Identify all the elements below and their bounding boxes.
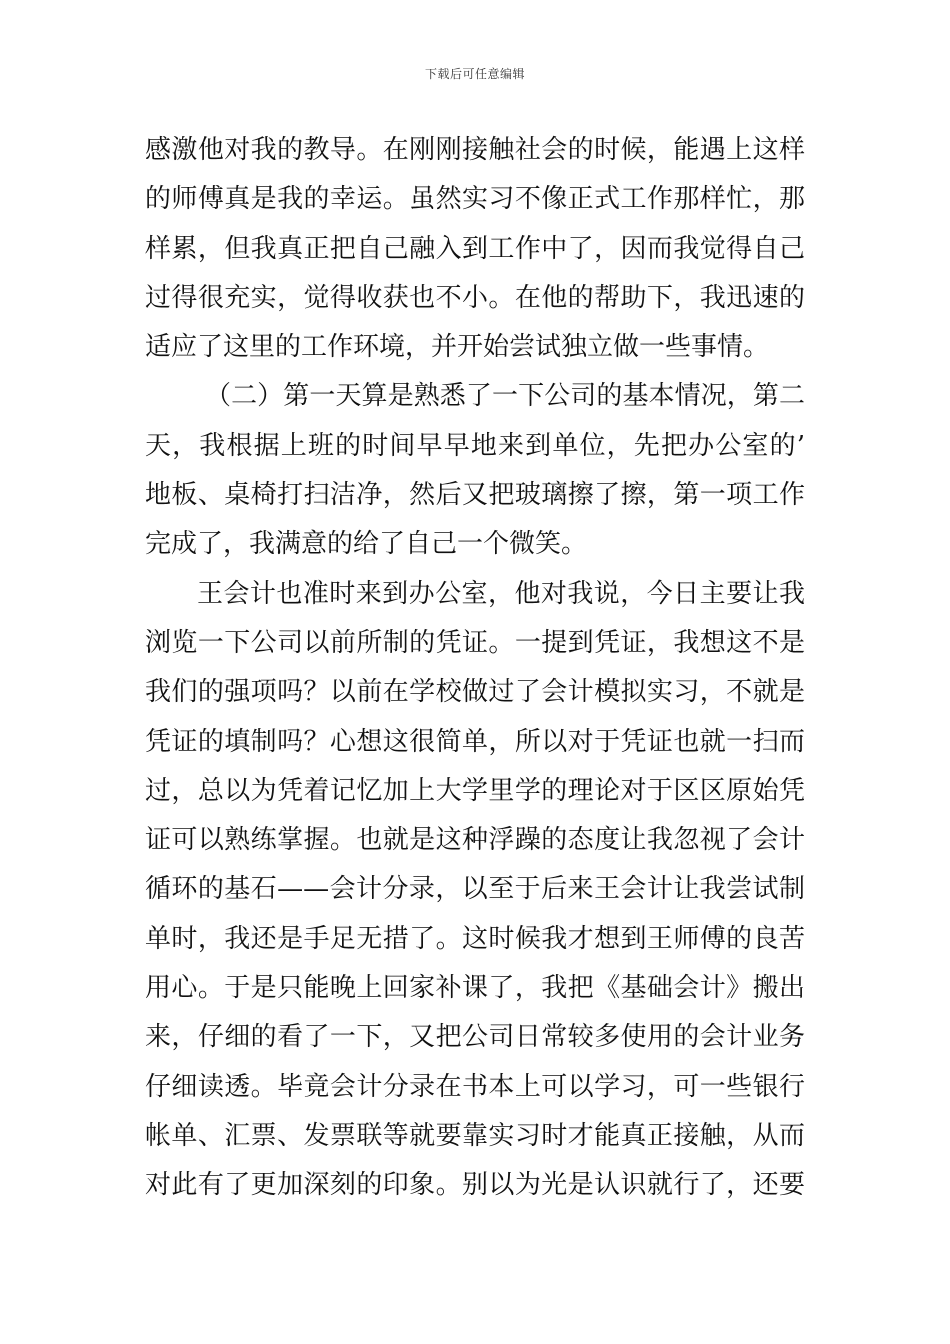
text-line: 样累，但我真正把自己融入到工作中了，因而我觉得自己	[145, 233, 805, 264]
text-line: 循环的基石——会计分录，以至于后来王会计让我尝试制	[145, 874, 805, 905]
text-line: （二）第一天算是熟悉了一下公司的基本情况，第二	[205, 381, 805, 412]
page-header: 下载后可任意编辑	[424, 67, 525, 81]
text-line: 感激他对我的教导。在刚刚接触社会的时候，能遇上这样	[145, 135, 805, 165]
text-line: 王会计也准时来到办公室，他对我说，今日主要让我	[197, 578, 805, 609]
text-line: 凭证的填制吗？心想这很简单，所以对于凭证也就一扫而	[145, 726, 805, 757]
text-line: 地板、桌椅打扫洁净，然后又把玻璃擦了擦，第一项工作	[145, 480, 805, 511]
text-line: 证可以熟练掌握。也就是这种浮躁的态度让我忽视了会计	[145, 825, 805, 856]
text-line: 过，总以为凭着记忆加上大学里学的理论对于区区原始凭	[145, 775, 805, 806]
text-line: 天，我根据上班的时间早早地来到单位，先把办公室的’	[145, 430, 805, 461]
text-line: 浏览一下公司以前所制的凭证。一提到凭证，我想这不是	[145, 627, 805, 658]
document-body	[145, 126, 805, 1211]
text-line: 来，仔细的看了一下，又把公司日常较多使用的会计业务	[145, 1022, 805, 1053]
text-line: 仔细读透。毕竟会计分录在书本上可以学习，可一些银行	[145, 1071, 805, 1102]
text-line: 适应了这里的工作环境，并开始尝试独立做一些事情。	[145, 332, 770, 363]
text-line: 单时，我还是手足无措了。这时候我才想到王师傅的良苦	[145, 923, 805, 954]
text-line: 的师傅真是我的幸运。虽然实习不像正式工作那样忙，那	[145, 184, 805, 215]
text-line: 帐单、汇票、发票联等就要靠实习时才能真正接触，从而	[145, 1120, 805, 1151]
text-line: 对此有了更加深刻的印象。别以为光是认识就行了，还要	[145, 1170, 805, 1201]
text-line: 用心。于是只能晚上回家补课了，我把《基础会计》搬出	[145, 973, 805, 1004]
text-line: 我们的强项吗？以前在学校做过了会计模拟实习，不就是	[145, 677, 805, 708]
text-line: 过得很充实，觉得收获也不小。在他的帮助下，我迅速的	[145, 282, 805, 313]
text-line: 完成了，我满意的给了自己一个微笑。	[145, 529, 588, 560]
